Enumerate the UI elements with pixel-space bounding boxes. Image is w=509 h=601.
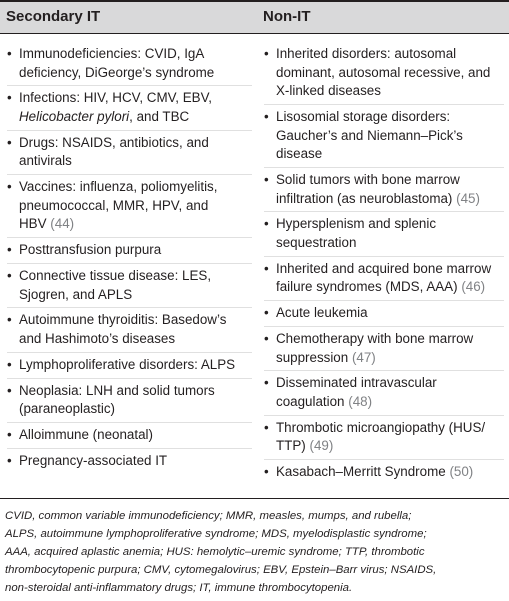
list-item-line: Sjogren, and APLS xyxy=(19,286,133,302)
bullet-icon: • xyxy=(7,268,12,283)
list-item-text xyxy=(276,419,504,456)
list-item-line: Thrombotic microangiopathy (HUS/ xyxy=(276,419,486,435)
list-item-line: deficiency, DiGeorge’s syndrome xyxy=(19,64,215,80)
list-item-line: coagulation xyxy=(276,393,345,409)
bullet-icon: • xyxy=(264,109,269,124)
list-item-text xyxy=(276,45,504,101)
list-item-line: Inherited disorders: autosomal xyxy=(276,46,457,61)
list-item-line: Immunodeficiencies: CVID, IgA xyxy=(19,46,205,61)
list-item-line: , and TBC xyxy=(129,108,190,124)
list-item-line: Posttransfusion purpura xyxy=(19,242,162,258)
row-divider xyxy=(264,326,504,327)
bullet-icon: • xyxy=(264,375,269,391)
list-item xyxy=(264,260,504,297)
row-divider xyxy=(7,378,252,379)
list-item xyxy=(7,267,252,304)
list-item-line: (paraneoplastic) xyxy=(19,401,116,417)
row-divider xyxy=(7,448,252,449)
bullet-icon: • xyxy=(7,134,12,150)
list-item-text xyxy=(276,171,504,208)
bullet-icon: • xyxy=(264,172,269,187)
list-item xyxy=(7,356,252,375)
row-divider xyxy=(7,174,252,175)
header-rule xyxy=(0,33,509,34)
table-footnote xyxy=(5,507,505,597)
list-item-text xyxy=(276,374,504,411)
reference-link[interactable]: (47) xyxy=(351,349,376,365)
list-item-line: infiltration (as neuroblastoma) xyxy=(276,190,453,206)
list-item xyxy=(264,374,504,411)
bullet-icon: • xyxy=(264,305,269,321)
list-item-line: Neoplasia: LNH and solid tumors xyxy=(19,382,215,398)
list-item-text xyxy=(19,267,252,304)
list-item-line: Acute leukemia xyxy=(276,305,368,321)
list-item-line: antivirals xyxy=(19,153,72,169)
list-item-line: failure syndromes (MDS, AAA) xyxy=(276,279,458,295)
list-item xyxy=(7,89,252,126)
list-item-text xyxy=(276,330,504,367)
list-item-line: and Hashimoto’s diseases xyxy=(19,330,176,346)
list-item xyxy=(264,171,504,208)
row-divider xyxy=(7,263,252,264)
list-item-text xyxy=(276,215,504,252)
list-item-line: Infections: HIV, HCV, CMV, EBV, xyxy=(19,90,213,106)
list-item-text xyxy=(276,260,504,297)
reference-link[interactable]: (48) xyxy=(348,393,373,409)
reference-link[interactable]: (44) xyxy=(50,216,75,232)
row-divider xyxy=(264,167,504,168)
list-item-text xyxy=(19,45,252,82)
column-header-non-it: Non-IT xyxy=(263,8,311,25)
bullet-icon: • xyxy=(264,216,269,232)
list-item-line: Vaccines: influenza, poliomyelitis, xyxy=(19,179,218,195)
list-item-line: Lymphoproliferative disorders: ALPS xyxy=(19,356,236,372)
footnote-line: non-steroidal anti-inflammatory drugs; IT, immune thrombocytopenia. xyxy=(5,582,353,594)
bullet-icon: • xyxy=(7,46,12,61)
list-item-line: Pregnancy-associated IT xyxy=(19,452,168,468)
list-item-text xyxy=(19,356,252,375)
list-item-text xyxy=(19,426,252,445)
bullet-icon: • xyxy=(7,312,12,328)
list-item-line: Disseminated intravascular xyxy=(276,375,437,391)
bullet-icon: • xyxy=(264,260,269,276)
list-item xyxy=(264,419,504,456)
list-item-line: Connective tissue disease: LES, xyxy=(19,268,212,283)
reference-link[interactable]: (50) xyxy=(449,464,474,480)
reference-link[interactable]: (46) xyxy=(461,279,486,295)
list-item-line: Inherited and acquired bone marrow xyxy=(276,260,492,276)
row-divider xyxy=(7,422,252,423)
row-divider xyxy=(264,256,504,257)
list-item xyxy=(264,45,504,101)
list-item-line: Kasabach–Merritt Syndrome xyxy=(276,464,446,480)
bullet-icon: • xyxy=(264,464,269,480)
row-divider xyxy=(264,300,504,301)
list-item xyxy=(7,311,252,348)
list-item xyxy=(7,452,252,471)
footnote-line: thrombocytopenic purpura; CMV, cytomegalovirus; EBV, Epstein–Barr virus; NSAIDS, xyxy=(5,564,437,576)
row-divider xyxy=(7,352,252,353)
footnote-line: ALPS, autoimmune lymphoproliferative syndrome; MDS, myelodisplastic syndrome; xyxy=(5,528,427,540)
list-item xyxy=(264,108,504,164)
list-item-line: Drugs: NSAIDS, antibiotics, and xyxy=(19,134,209,150)
row-divider xyxy=(264,104,504,105)
row-divider xyxy=(7,130,252,131)
bullet-icon: • xyxy=(264,331,269,346)
list-item-line: suppression xyxy=(276,349,349,365)
list-item-text xyxy=(19,89,252,126)
list-item-text xyxy=(19,311,252,348)
column-header-secondary-it: Secondary IT xyxy=(6,8,101,25)
list-item-line: Autoimmune thyroiditis: Basedow’s xyxy=(19,312,227,328)
bullet-icon: • xyxy=(7,427,12,442)
list-item-text xyxy=(276,304,504,323)
bottom-rule xyxy=(0,498,509,499)
list-item-text xyxy=(19,134,252,171)
list-item-line: Gaucher’s and Niemann–Pick’s xyxy=(276,127,463,143)
list-item-text xyxy=(276,108,504,164)
list-item-text xyxy=(19,452,252,471)
row-divider xyxy=(264,459,504,460)
list-item-line: Chemotherapy with bone marrow xyxy=(276,331,474,346)
bullet-icon: • xyxy=(7,90,12,106)
list-item xyxy=(7,134,252,171)
list-item-text xyxy=(19,382,252,419)
row-divider xyxy=(7,85,252,86)
list-item-line: sequestration xyxy=(276,234,357,250)
list-item xyxy=(7,426,252,445)
list-item-line: TTP) xyxy=(276,438,306,454)
row-divider xyxy=(7,237,252,238)
list-item xyxy=(7,45,252,82)
list-item xyxy=(264,304,504,323)
bullet-icon: • xyxy=(7,356,12,372)
list-item-line: disease xyxy=(276,146,323,162)
list-item xyxy=(264,215,504,252)
top-rule xyxy=(0,0,509,2)
bullet-icon: • xyxy=(264,419,269,435)
list-item xyxy=(264,463,504,482)
list-item-line: dominant, autosomal recessive, and xyxy=(276,64,491,80)
list-item-line: Lisosomial storage disorders: xyxy=(276,109,451,124)
row-divider xyxy=(264,415,504,416)
footnote-line: AAA, acquired aplastic anemia; HUS: hemolytic–uremic syndrome; TTP, thrombotic xyxy=(5,546,425,558)
bullet-icon: • xyxy=(7,242,12,258)
list-item-text xyxy=(276,463,504,482)
list-item-text xyxy=(19,241,252,260)
list-item-line: Solid tumors with bone marrow xyxy=(276,172,460,187)
reference-link[interactable]: (45) xyxy=(456,190,480,206)
list-item-line: HBV xyxy=(19,216,47,232)
row-divider xyxy=(7,307,252,308)
bullet-icon: • xyxy=(264,46,269,61)
list-item-line: pneumococcal, MMR, HPV, and xyxy=(19,197,209,213)
list-item-line: X-linked diseases xyxy=(276,83,381,99)
list-item xyxy=(7,178,252,234)
bullet-icon: • xyxy=(7,452,12,468)
reference-link[interactable]: (49) xyxy=(309,438,334,454)
bullet-icon: • xyxy=(7,179,12,195)
list-item-line: Hypersplenism and splenic xyxy=(276,216,437,232)
list-item-line: Alloimmune (neonatal) xyxy=(19,427,153,442)
row-divider xyxy=(264,211,504,212)
list-item-text xyxy=(19,178,252,234)
list-item xyxy=(264,330,504,367)
italic-term: Helicobacter pylori xyxy=(19,108,130,124)
row-divider xyxy=(264,370,504,371)
list-item xyxy=(7,241,252,260)
list-item xyxy=(7,382,252,419)
bullet-icon: • xyxy=(7,382,12,398)
footnote-line: CVID, common variable immunodeficiency; MMR, measles, mumps, and rubella; xyxy=(5,510,412,522)
